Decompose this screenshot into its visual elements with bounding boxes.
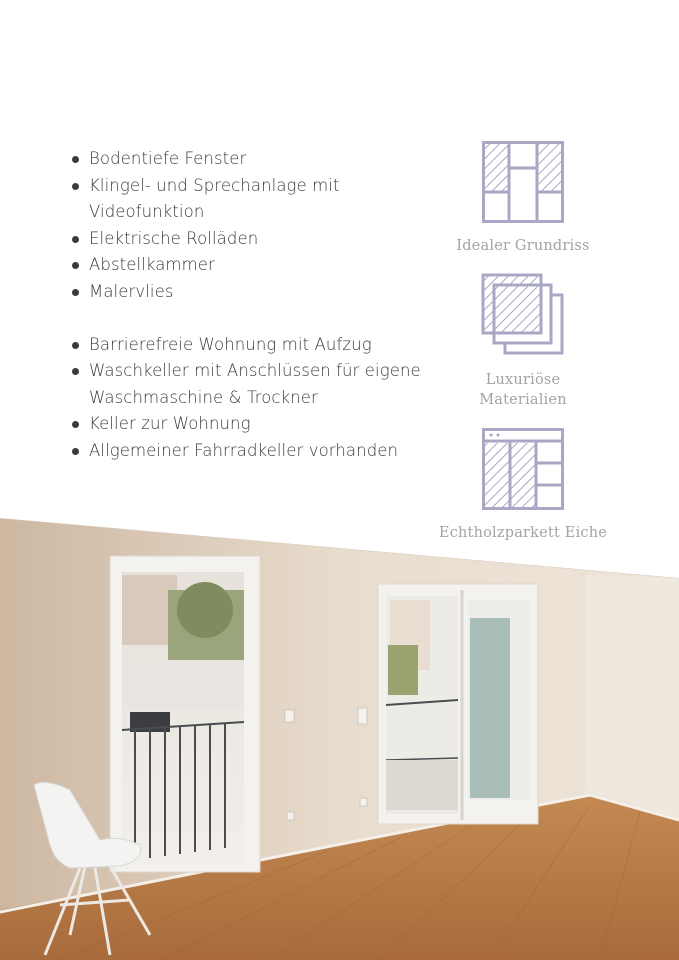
- list-item-continuation: Videofunktion: [89, 202, 205, 222]
- list-item: Allgemeiner Fahrradkeller vorhanden: [70, 438, 430, 465]
- feature-list: [70, 146, 430, 465]
- label-line-2: Materialien: [479, 392, 567, 408]
- list-item: Malervlies: [70, 279, 430, 306]
- list-item-continuation: Waschmaschine & Trockner: [89, 387, 318, 407]
- list-item: Elektrische Rolläden: [70, 226, 430, 253]
- list-item: Barrierefreie Wohnung mit Aufzug: [70, 332, 430, 359]
- list-item: Abstellkammer: [70, 252, 430, 279]
- list-item: Bodentiefe Fenster: [70, 146, 430, 173]
- list-item: Waschkeller mit Anschlüssen für eigene: [70, 358, 430, 385]
- parquet-icon: [482, 428, 564, 510]
- list-item: Klingel- und Sprechanlage mit: [70, 173, 430, 200]
- feature-group-2: [70, 332, 430, 465]
- label-line-1: Luxuriöse: [485, 372, 561, 388]
- icon-label-floorplan: Idealer Grundriss: [456, 238, 590, 254]
- materials-icon: [481, 273, 565, 357]
- floorplan-icon: [482, 141, 564, 223]
- icon-label-materials: [440, 370, 606, 410]
- icon-label-parquet: Echtholzparkett Eiche: [438, 525, 608, 541]
- feature-group-1: [70, 146, 430, 306]
- list-item: Keller zur Wohnung: [70, 411, 430, 438]
